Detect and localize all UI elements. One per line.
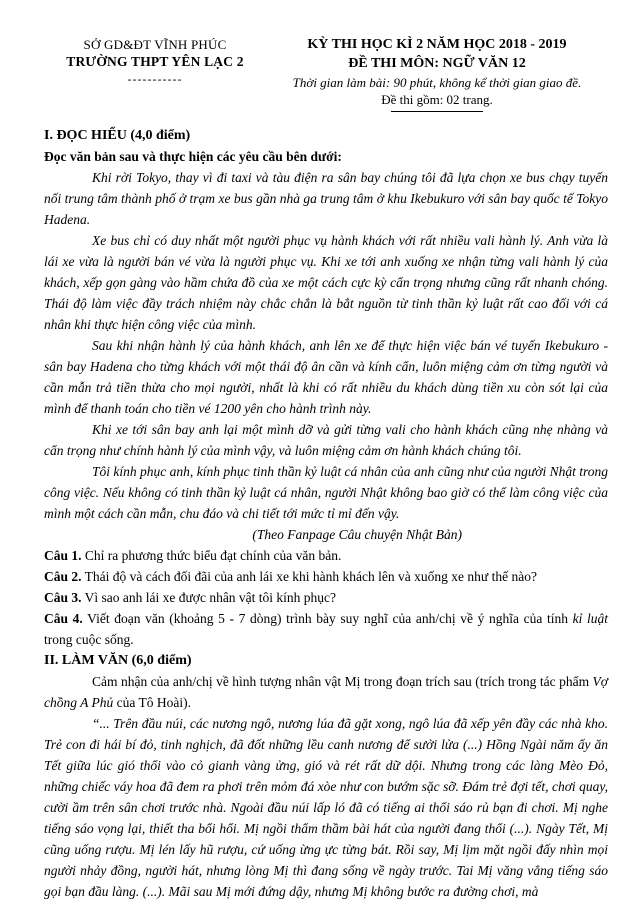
writing-prompt [44, 671, 608, 713]
header-divider [391, 111, 483, 112]
department-name: SỞ GD&ĐT VĨNH PHÚC [83, 37, 227, 52]
question-3-text: Vì sao anh lái xe được nhân vật tôi kính phục? [81, 590, 337, 606]
question-4-text-before: Viết đoạn văn (khoảng 5 - 7 dòng) trình bày suy nghĩ của anh/chị về ý nghĩa của tính [82, 611, 573, 627]
question-1 [44, 545, 608, 566]
exam-header [0, 0, 642, 112]
writing-prompt-before: Cảm nhận của anh/chị về hình tượng nhân vật Mị trong đoạn trích sau (trích trong tác phẩm [92, 674, 593, 690]
issuing-authority-block [44, 36, 266, 112]
passage-paragraph: Khi xe tới sân bay anh lại một mình dỡ và gửi từng vali cho hành khách cũng nhẹ nhàng và cẩn trọng như chính hành lý của mình vậy, và luôn miệng cảm ơn hành khách chúng tôi. [44, 422, 608, 459]
question-3-label: Câu 3. [44, 590, 82, 606]
writing-prompt-after: của Tô Hoài). [113, 695, 191, 711]
passage-paragraph: Khi rời Tokyo, thay vì đi taxi và tàu điện ra sân bay chúng tôi đã lựa chọn xe bus chạy tuyến nối trung tâm thành phố ở trạm xe bus gần nhà ga trung tâm ở khu Ikebukuro với sân bay quốc tế Tokyo Hadena. [44, 170, 608, 228]
pages-note: Đề thi gồm: 02 trang. [381, 91, 493, 107]
school-name: TRƯỜNG THPT YÊN LẠC 2 [66, 54, 244, 70]
question-1-text: Chỉ ra phương thức biểu đạt chính của văn bản. [81, 548, 342, 564]
exam-title-block [266, 36, 608, 112]
question-3 [44, 587, 608, 608]
question-2 [44, 566, 608, 587]
passage-source: (Theo Fanpage Câu chuyện Nhật Bản) [252, 527, 462, 543]
writing-excerpt: “... Trên đầu núi, các nương ngô, nương lúa đã gặt xong, ngô lúa đã xếp yên đầy các nhà kho. Trẻ con đi hái bí đỏ, tinh nghịch, đã đốt những lều canh nương để sưởi lửa (...) Hồng Ngài năm ấy ăn Tết giữa lúc gió thổi vào cỏ gianh vàng ửng, gió và rét rất dữ dội. Nhưng trong các làng Mèo Đỏ, những chiếc váy hoa đã đem ra phơi trên mỏm đá xòe như con bướm sặc sỡ. Đám trẻ đợi tết, chơi quay, cười ầm trên sân chơi trước nhà. Ngoài đầu núi lấp ló đã có tiếng ai thổi sáo rủ bạn đi chơi. Mị nghe tiếng sáo vọng lại, thiết tha bổi hổi. Mị ngồi thẩm thầm bài hát của người đang thổi (...). Ngày Tết, Mị cũng uống rượu. Mị lén lấy hũ rượu, cứ uống ừng ực từng bát. Rồi say, Mị lịm mặt ngồi đấy nhìn mọi người nhảy đồng, người hát, nhưng lòng Mị thì đang sống về ngày trước. Tai Mị văng vẳng tiếng sáo gọi bạn đầu làng. (...). Mãi sau Mị mới đứng dậy, nhưng Mị không bước ra đường chơi, mà [44, 716, 608, 900]
question-1-label: Câu 1. [44, 548, 82, 564]
section-heading-reading: I. ĐỌC HIỂU (4,0 điểm) [44, 128, 191, 144]
passage-paragraph: Sau khi nhận hành lý của hành khách, anh lên xe để thực hiện việc bán vé tuyến Ikebukuro - sân bay Hadena cho từng khách với một thái độ ân cần và kính cẩn, luôn miệng cảm ơn từng người và cần mẫn trả tiền thừa cho mọi người, nhất là khi có rất nhiều du khách dùng tiền xu còn sót lại của mình để thanh toán cho tiền vé 1200 yên cho hành trình này. [44, 338, 608, 417]
passage-paragraph: Xe bus chỉ có duy nhất một người phục vụ hành khách với rất nhiều vali hành lý. Anh vừa là lái xe vừa là người bán vé vừa là người phục vụ. Khi xe tới anh xuống xe nhận từng vali hành lý của khách, xếp gọn gàng vào hầm chứa đồ của xe một cách cực kỳ cẩn trọng nhưng cũng rất nhanh chóng. Thái độ làm việc đầy trách nhiệm này chắc chắn là bắt nguồn từ tinh thần kỷ luật rất cao đối với cá nhân khi thực hiện công việc của mình. [44, 233, 608, 333]
question-2-label: Câu 2. [44, 569, 82, 585]
left-separator: ----------- [127, 71, 183, 86]
question-4-label: Câu 4. [44, 611, 83, 627]
duration-note: Thời gian làm bài: 90 phút, không kể thời gian giao đề. [292, 74, 582, 90]
question-4-text-after: trong cuộc sống. [44, 632, 134, 648]
exam-body [0, 125, 642, 902]
exam-title: KỲ THI HỌC KÌ 2 NĂM HỌC 2018 - 2019 [307, 37, 567, 52]
passage-paragraph: Tôi kính phục anh, kính phục tinh thần kỷ luật cá nhân của anh cũng như của người Nhật trong công việc. Nếu không có tinh thần kỷ luật cá nhân, người Nhật không bao giờ có thể làm công việc của mình một cách cần mẫn, chu đáo và chi tiết tới mức tỉ mỉ đến vậy. [44, 464, 608, 522]
question-2-text: Thái độ và cách đối đãi của anh lái xe khi hành khách lên và xuống xe như thế nào? [81, 569, 537, 585]
question-4 [44, 608, 608, 650]
subject-title: ĐỀ THI MÔN: NGỮ VĂN 12 [348, 55, 526, 71]
question-4-italic-term: kỉ luật [572, 611, 608, 627]
reading-instruction: Đọc văn bản sau và thực hiện các yêu cầu bên dưới: [44, 149, 342, 165]
section-heading-writing: II. LÀM VĂN (6,0 điểm) [44, 653, 192, 669]
writing-prompt-book-title: Vợ chồng A Phủ [44, 674, 608, 711]
